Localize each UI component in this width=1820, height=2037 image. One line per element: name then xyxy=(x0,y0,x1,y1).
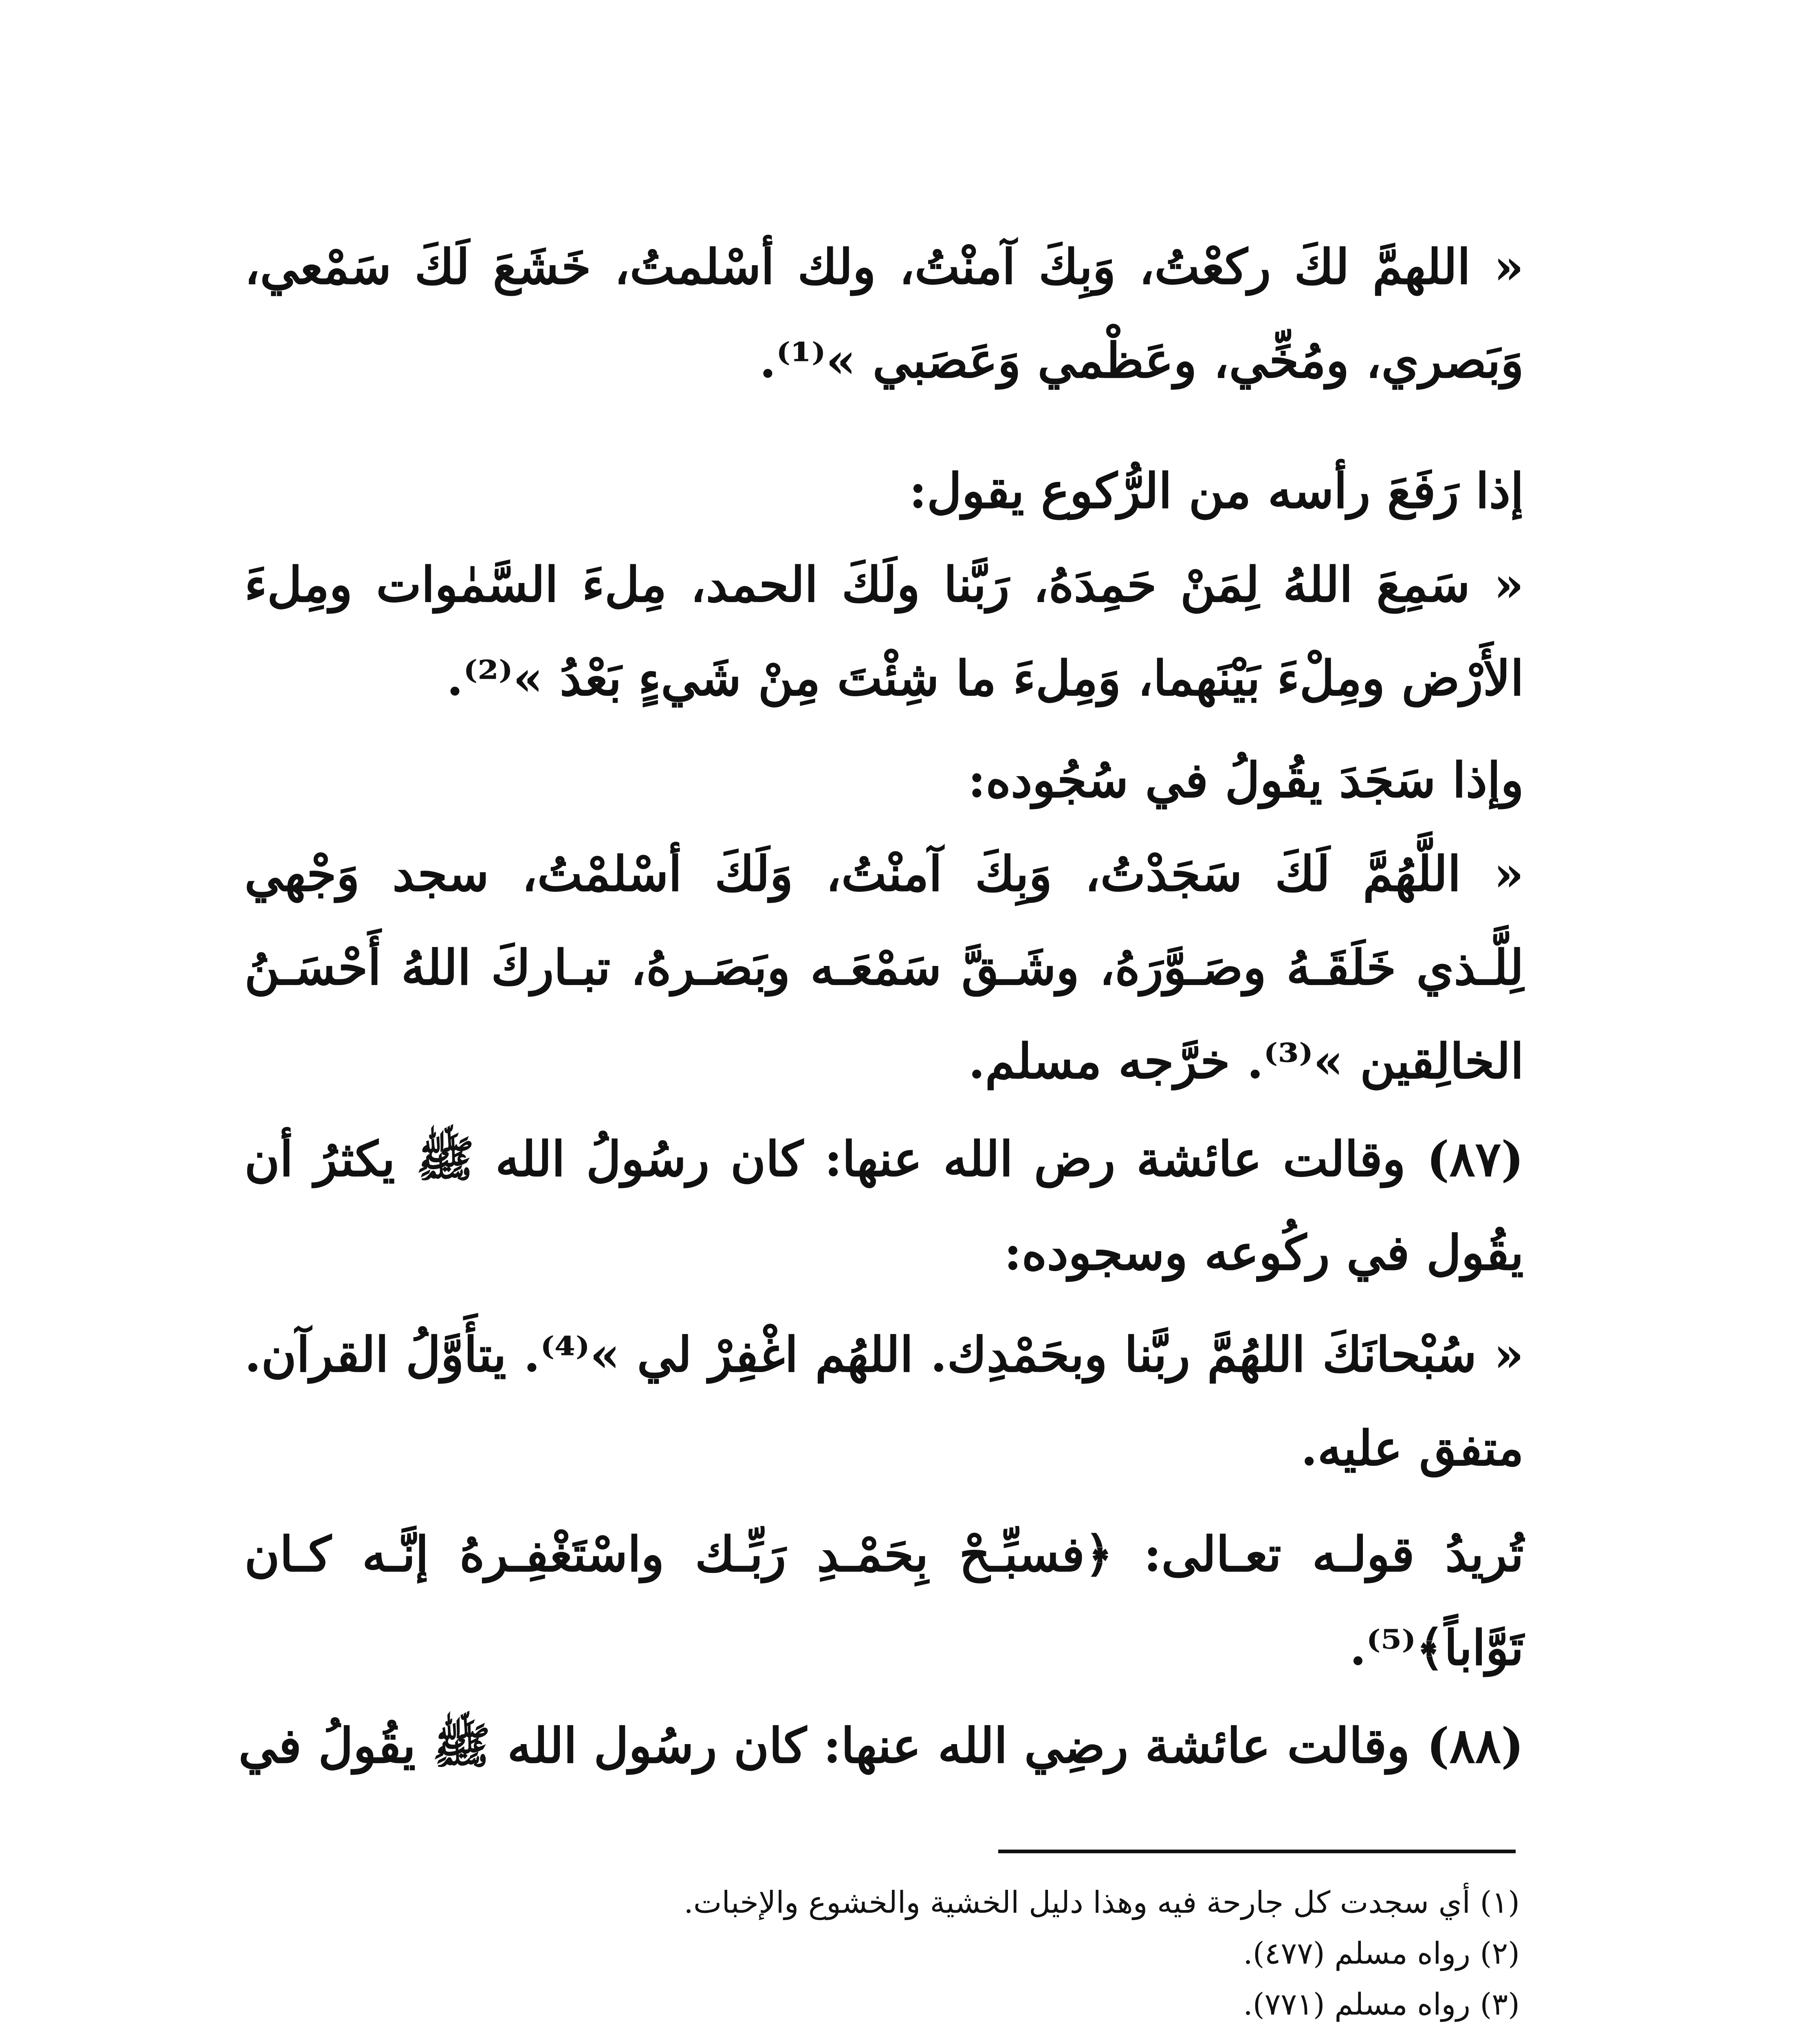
hadith-87-paragraph xyxy=(244,1112,1524,1300)
dua-ruku-paragraph xyxy=(244,220,1524,407)
text-line: وَبَصري، ومُخِّي، وعَظْمي وَعَصَبي »⁽¹⁾. xyxy=(759,332,1524,389)
text-line: إذا رَفَعَ رأسه من الرُّكوع يقول: xyxy=(909,462,1524,519)
text-line: « سَمِعَ اللهُ لِمَنْ حَمِدَهُ، رَبَّنا ولَكَ الحمد، مِلءَ السَّمٰوات ومِلءَ xyxy=(244,556,1524,613)
text-line: الخالِقين »⁽³⁾. خرَّجه مسلم. xyxy=(968,1033,1524,1089)
footnote-3: (٣) رواه مسلم (٧٧١). xyxy=(1243,1987,1520,2022)
hadith-88-paragraph xyxy=(238,1699,1524,1793)
text-line: (٨٧) وقالت عائشة رض الله عنها: كان رسُولُ الله ﷺ يكثرُ أن xyxy=(244,1131,1524,1187)
footnote-2: (٢) رواه مسلم (٤٧٧). xyxy=(1243,1936,1520,1971)
subhanaka-paragraph xyxy=(244,1308,1524,1495)
text-line: تُريدُ قولـه تعـالى: ﴿فسبِّـحْ بِحَمْـدِ رَبِّـك واسْتَغْفِـرهُ إنَّـه كـان xyxy=(244,1526,1524,1582)
text-line: تَوَّاباً﴾⁽⁵⁾. xyxy=(1349,1619,1524,1676)
text-line: « سُبْحانَكَ اللهُمَّ ربَّنا وبحَمْدِك. اللهُم اغْفِرْ لي »⁽⁴⁾. يتأَوَّلُ القرآن. xyxy=(244,1326,1524,1383)
text-line: يقُول في ركُوعه وسجوده: xyxy=(1004,1224,1524,1281)
text-line: متفق عليه. xyxy=(1301,1420,1524,1476)
footnote-1: (١) أي سجدت كل جارحة فيه وهذا دليل الخشية والخشوع والإخبات. xyxy=(684,1885,1520,1920)
footnote-4 xyxy=(611,2031,1520,2037)
footnote-divider xyxy=(998,1850,1516,1853)
sujood-heading xyxy=(244,733,1524,827)
text-line: الأَرْض ومِلْءَ بَيْنَهما، وَمِلءَ ما شِئْتَ مِنْ شَيءٍ بَعْدُ »⁽²⁾. xyxy=(446,650,1524,706)
text-line: (٨٨) وقالت عائشة رضِي الله عنها: كان رسُول الله ﷺ يقُولُ في xyxy=(238,1717,1524,1774)
text-line: « اللَّهُمَّ لَكَ سَجَدْتُ، وَبِكَ آمنْتُ، وَلَكَ أسْلمْتُ، سجد وَجْهي xyxy=(244,845,1524,902)
dua-rising-paragraph xyxy=(244,538,1524,725)
rising-from-ruku-heading xyxy=(244,444,1524,538)
text-line: لِلَّـذي خَلَقَـهُ وصَـوَّرَهُ، وشَـقَّ سَمْعَـه وبَصَـرهُ، تبـاركَ اللهُ أَحْسَـنُ xyxy=(244,939,1524,996)
dua-sujood-paragraph xyxy=(244,827,1524,1108)
text-line: « اللهمَّ لكَ ركعْتُ، وَبِكَ آمنْتُ، ولك أسْلمتُ، خَشَعَ لَكَ سَمْعي، xyxy=(244,238,1524,295)
text-line: وإذا سَجَدَ يقُولُ في سُجُوده: xyxy=(968,752,1524,808)
quran-verse-paragraph xyxy=(244,1507,1524,1695)
